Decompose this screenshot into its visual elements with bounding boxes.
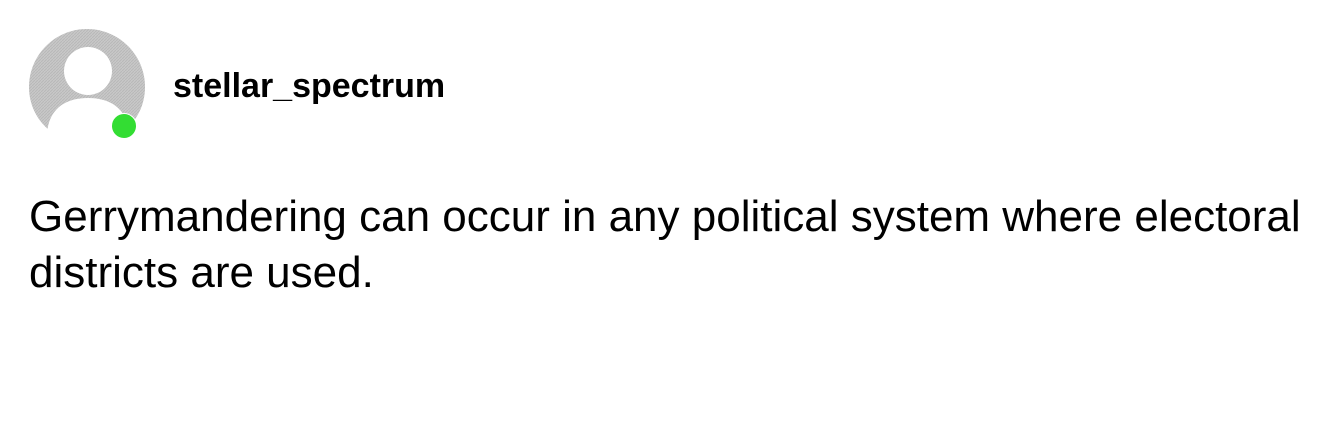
online-status-indicator [111, 113, 137, 139]
username[interactable]: stellar_spectrum [173, 67, 446, 105]
avatar[interactable] [29, 29, 145, 139]
post-body-text: Gerrymandering can occur in any political system where electoral districts are used. [29, 192, 1301, 297]
